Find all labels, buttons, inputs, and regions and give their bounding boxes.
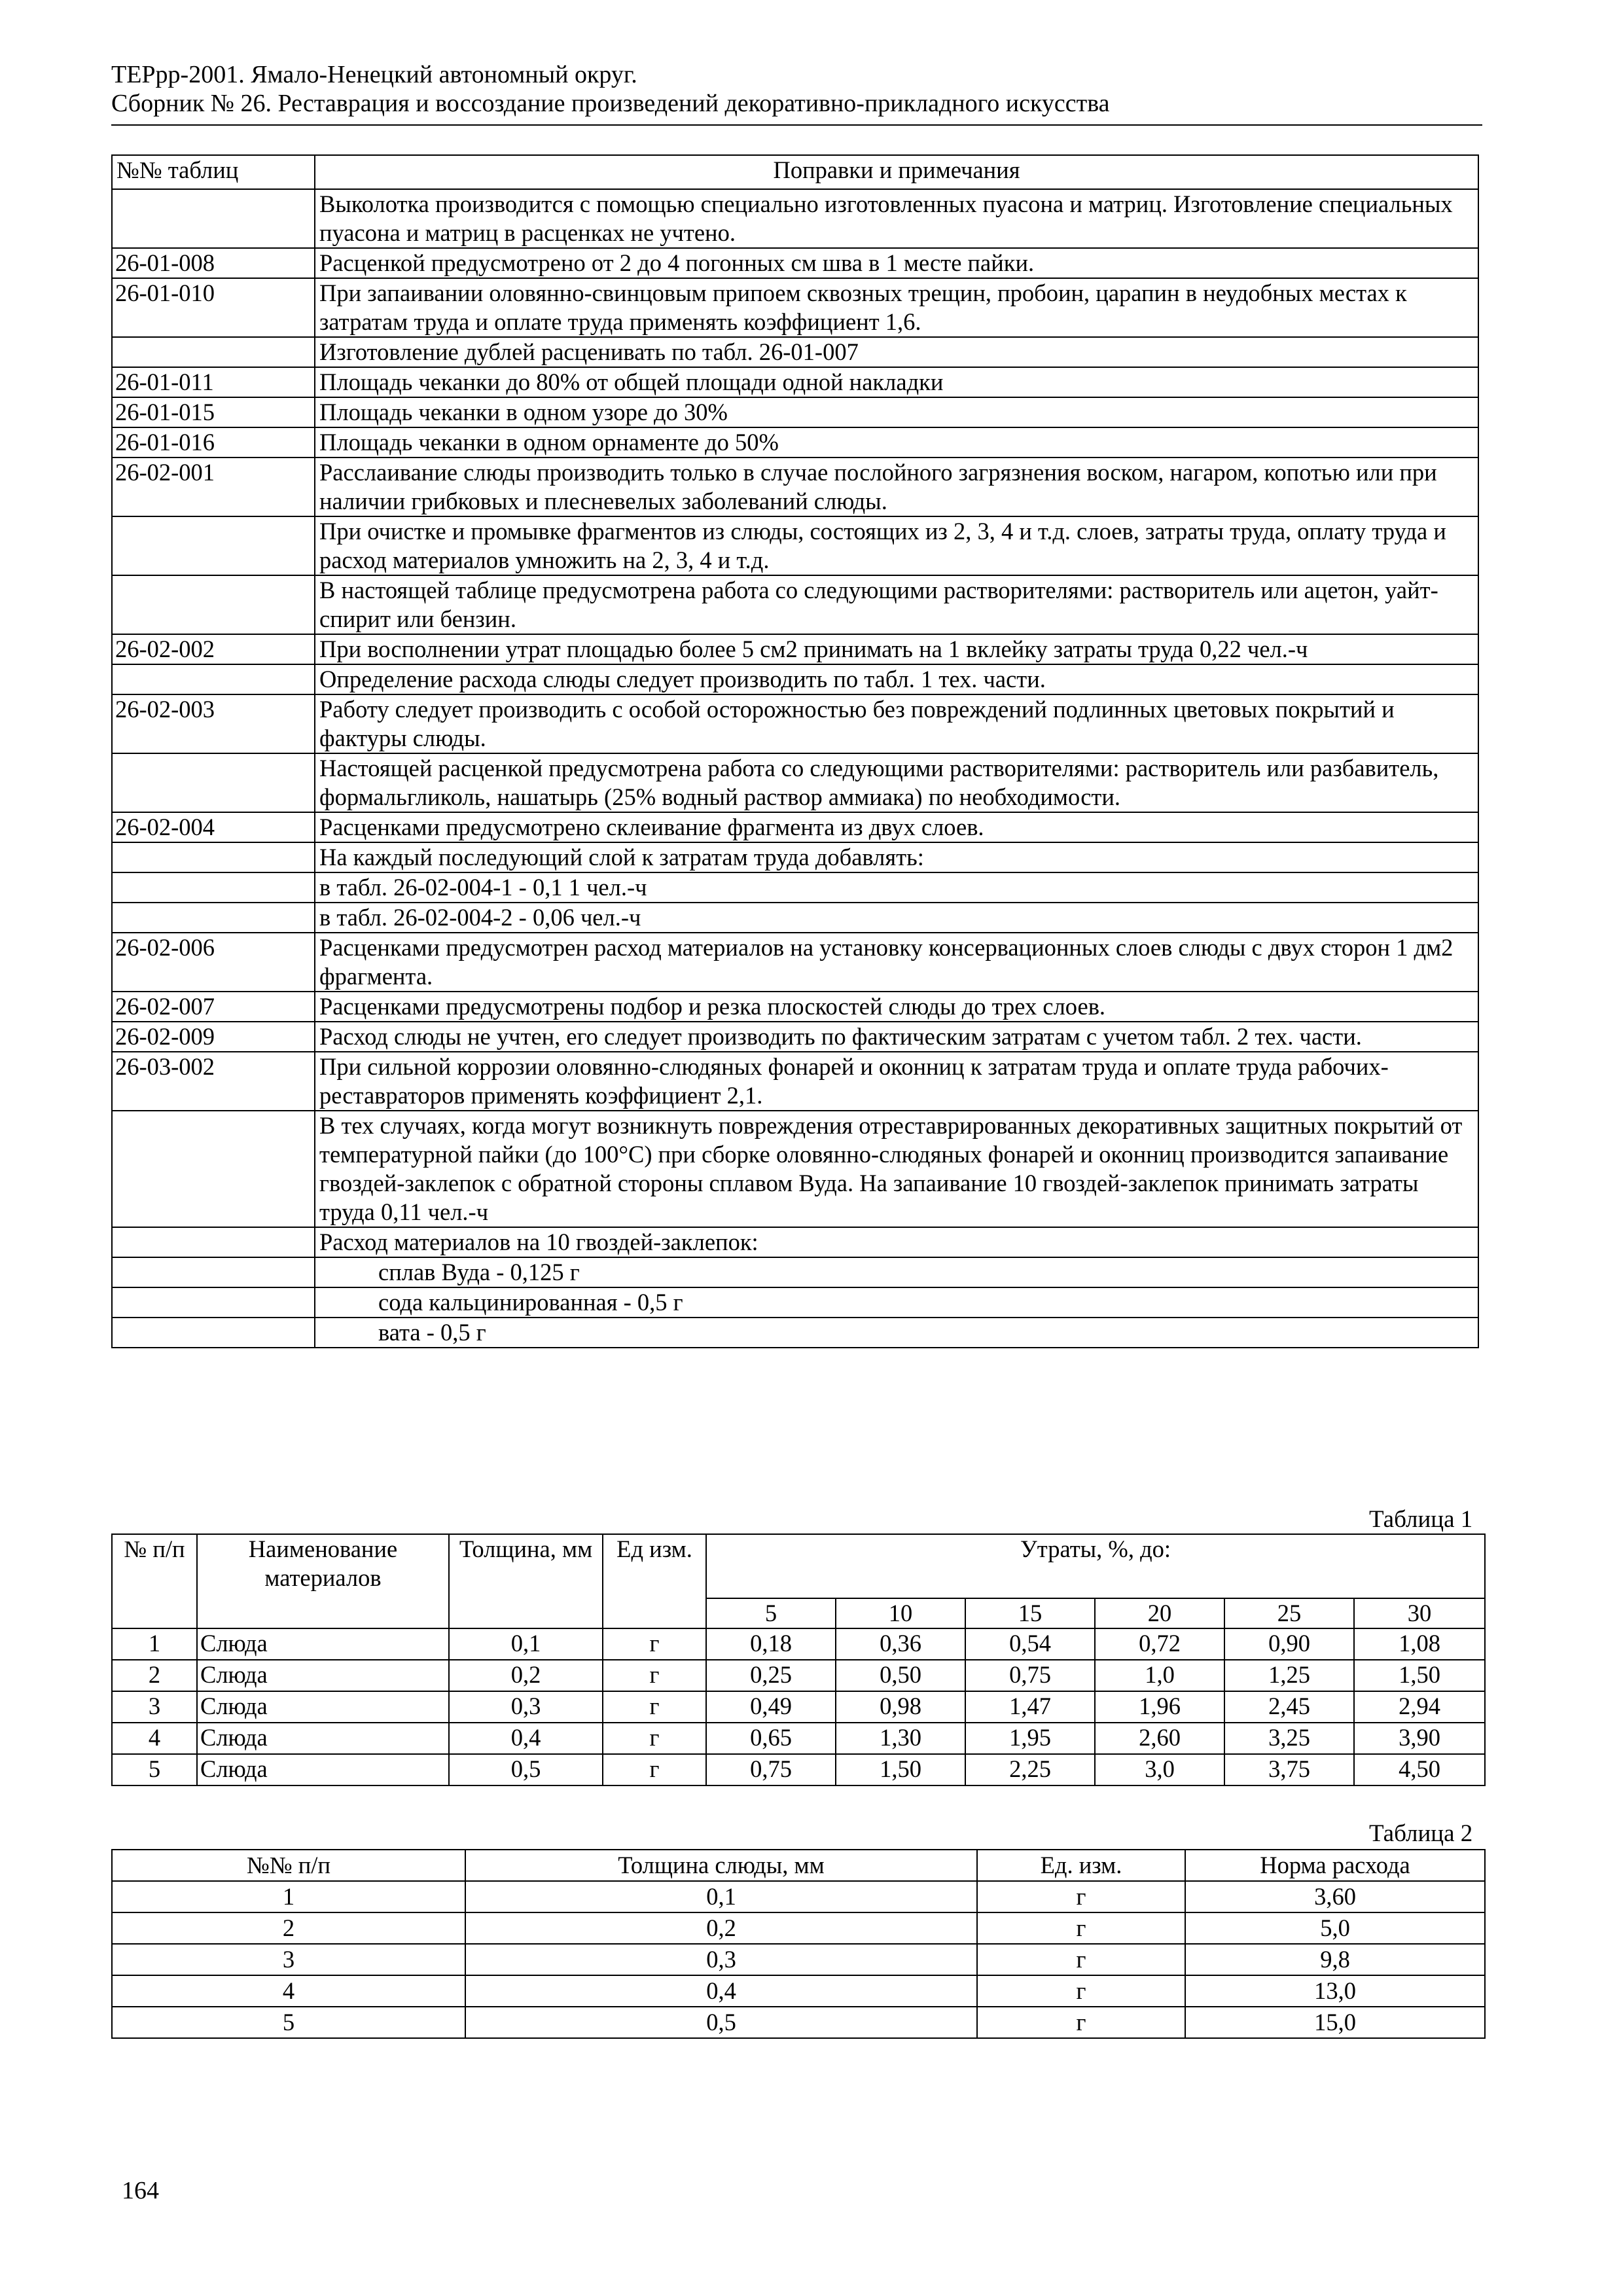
header-subtitle: Сборник № 26. Реставрация и воссоздание произведений декоративно-прикладного искусства [111,90,1110,117]
table2-num: 3 [112,1944,465,1975]
notes-table-text: В настоящей таблице предусмотрена работа со следующими растворителями: растворитель или ацетон, уайт-спирит или бензин. [315,575,1478,634]
notes-table-code [112,872,315,903]
table1-value: 1,96 [1095,1691,1224,1723]
notes-row [112,903,1478,933]
table1-value: 1,50 [1354,1660,1485,1691]
table2-norm: 3,60 [1185,1881,1485,1912]
notes-table-text: сплав Вуда - 0,125 г [315,1257,1478,1287]
notes-table-text: При восполнении утрат площадью более 5 см2 принимать на 1 вклейку затраты труда 0,22 чел.-ч [315,634,1478,664]
table2-unit: г [977,1975,1185,2007]
notes-table-text: в табл. 26-02-004-1 - 0,1 1 чел.-ч [315,872,1478,903]
table1-col-losses: Утраты, %, до: [706,1534,1485,1598]
table1-num: 3 [112,1691,197,1723]
notes-row [112,457,1478,516]
notes-row [112,1227,1478,1257]
notes-row [112,842,1478,872]
notes-row [112,337,1478,367]
notes-header-row [112,155,1478,189]
table1-value: 0,72 [1095,1628,1224,1660]
notes-table-text: Изготовление дублей расценивать по табл. 26-01-007 [315,337,1478,367]
notes-table-code: 26-02-007 [112,992,315,1022]
notes-row [112,1257,1478,1287]
notes-table-text: Расценками предусмотрено склеивание фрагмента из двух слоев. [315,812,1478,842]
table2-body [112,1881,1485,2038]
notes-table-code [112,903,315,933]
notes-row [112,634,1478,664]
table2-thickness: 0,3 [465,1944,977,1975]
norms-table [111,1849,1486,2039]
notes-table-code: 26-01-016 [112,427,315,457]
table2-num: 1 [112,1881,465,1912]
table1-value: 0,36 [836,1628,965,1660]
table2-norm: 5,0 [1185,1912,1485,1944]
header-divider [111,124,1482,126]
notes-row [112,694,1478,753]
notes-row [112,516,1478,575]
table1-value: 2,45 [1224,1691,1354,1723]
notes-table-code: 26-01-015 [112,397,315,427]
table1-value: 2,60 [1095,1723,1224,1754]
notes-table-code: 26-02-009 [112,1022,315,1052]
losses-table [111,1534,1486,1786]
table2-thickness: 0,4 [465,1975,977,2007]
notes-row [112,1111,1478,1227]
table1-loss-level: 15 [965,1598,1095,1628]
table1-unit: г [603,1691,706,1723]
table1-name: Слюда [197,1754,449,1785]
notes-table-text: Выколотка производится с помощью специально изготовленных пуасона и матриц. Изготовление специальных пуасона и матриц в расценках не учтено. [315,189,1478,248]
notes-table-text: Настоящей расценкой предусмотрена работа со следующими растворителями: растворитель или разбавитель, формальгликоль, нашатырь (25% водный раствор аммиака) по необходимости. [315,753,1478,812]
table2-col-unit: Ед. изм. [977,1850,1185,1881]
table1-loss-level: 5 [706,1598,836,1628]
table1-value: 3,0 [1095,1754,1224,1785]
table1-value: 0,65 [706,1723,836,1754]
notes-table-text: Расслаивание слюды производить только в случае послойного загрязнения воском, нагаром, копотью или при наличии грибковых и плесневелых заболеваний слюды. [315,457,1478,516]
notes-row [112,427,1478,457]
notes-body [112,189,1478,1348]
table1-value: 0,25 [706,1660,836,1691]
notes-row [112,933,1478,992]
table1-num: 5 [112,1754,197,1785]
notes-row [112,753,1478,812]
table1-row [112,1628,1485,1660]
notes-row [112,1052,1478,1111]
table1-row [112,1723,1485,1754]
page-header [111,60,1482,118]
notes-table-text: В тех случаях, когда могут возникнуть повреждения отреставрированных декоративных защитных покрытий от температурной пайки (до 100°С) при сборке оловянно-слюдяных фонарей и оконниц производится запаивание гвоздей-заклепок с обратной стороны сплавом Вуда. На запаивание 10 гвоздей-заклепок принимать затраты труда 0,11 чел.-ч [315,1111,1478,1227]
notes-table-code [112,842,315,872]
table2-thickness: 0,1 [465,1881,977,1912]
notes-row [112,992,1478,1022]
notes-table-code [112,1257,315,1287]
notes-row [112,278,1478,337]
table1-unit: г [603,1628,706,1660]
notes-table-text: Работу следует производить с особой осторожностью без повреждений подлинных цветовых покрытий и фактуры слюды. [315,694,1478,753]
table1-value: 1,30 [836,1723,965,1754]
table2-row [112,1881,1485,1912]
notes-table-text: При очистке и промывке фрагментов из слюды, состоящих из 2, 3, 4 и т.д. слоев, затраты труда, оплату труда и расход материалов умножить на 2, 3, 4 и т.д. [315,516,1478,575]
table2-num: 4 [112,1975,465,2007]
table1-unit: г [603,1660,706,1691]
table1-value: 0,50 [836,1660,965,1691]
notes-table-text: в табл. 26-02-004-2 - 0,06 чел.-ч [315,903,1478,933]
notes-table-code [112,1227,315,1257]
notes-table-text: Расход материалов на 10 гвоздей-заклепок: [315,1227,1478,1257]
notes-table-text: Расценками предусмотрен расход материалов на установку консервационных слоев слюды с двух сторон 1 дм2 фрагмента. [315,933,1478,992]
table1-name: Слюда [197,1723,449,1754]
notes-table-code: 26-01-010 [112,278,315,337]
table1-name: Слюда [197,1660,449,1691]
table1-value: 2,94 [1354,1691,1485,1723]
table1-num: 4 [112,1723,197,1754]
notes-row [112,1318,1478,1348]
notes-table-text: сода кальцинированная - 0,5 г [315,1287,1478,1318]
notes-table-code [112,516,315,575]
table1-loss-level: 20 [1095,1598,1224,1628]
notes-table-text: Площадь чеканки до 80% от общей площади одной накладки [315,367,1478,397]
notes-table-code [112,575,315,634]
table2-thickness: 0,5 [465,2007,977,2038]
notes-table-text: Расценками предусмотрены подбор и резка плоскостей слюды до трех слоев. [315,992,1478,1022]
table1-col-num: № п/п [112,1534,197,1628]
table1-value: 1,95 [965,1723,1095,1754]
table1-thickness: 0,3 [449,1691,603,1723]
table1-thickness: 0,2 [449,1660,603,1691]
notes-row [112,664,1478,694]
notes-table-text: При сильной коррозии оловянно-слюдяных фонарей и оконниц к затратам труда и оплате труда рабочих-реставраторов применять коэффициент 2,1. [315,1052,1478,1111]
table1-value: 3,75 [1224,1754,1354,1785]
notes-table-code: 26-02-001 [112,457,315,516]
notes-table-code: 26-02-003 [112,694,315,753]
table2-unit: г [977,1944,1185,1975]
table2-row [112,1975,1485,2007]
notes-row [112,1022,1478,1052]
header-title: ТЕРрр-2001. Ямало-Ненецкий автономный округ. [111,61,637,88]
notes-table-text: Расход слюды не учтен, его следует производить по фактическим затратам с учетом табл. 2 тех. части. [315,1022,1478,1052]
table1-value: 3,90 [1354,1723,1485,1754]
table1-row [112,1660,1485,1691]
table2-col-norm: Норма расхода [1185,1850,1485,1881]
notes-col-text: Поправки и примечания [315,155,1478,189]
notes-table-code [112,189,315,248]
table1-value: 0,90 [1224,1628,1354,1660]
notes-table-code: 26-03-002 [112,1052,315,1111]
table1-name: Слюда [197,1628,449,1660]
table1-loss-level: 25 [1224,1598,1354,1628]
table1-value: 2,25 [965,1754,1095,1785]
notes-row [112,812,1478,842]
table1-row [112,1691,1485,1723]
notes-table-code: 26-02-006 [112,933,315,992]
table1-loss-level: 30 [1354,1598,1485,1628]
table1-thickness: 0,4 [449,1723,603,1754]
notes-table-text: Площадь чеканки в одном орнаменте до 50% [315,427,1478,457]
notes-table-code: 26-02-002 [112,634,315,664]
page-number: 164 [122,2177,159,2204]
table1-value: 0,98 [836,1691,965,1723]
table1-value: 1,08 [1354,1628,1485,1660]
notes-table [111,154,1479,1348]
table2-row [112,1912,1485,1944]
table2-norm: 13,0 [1185,1975,1485,2007]
table1-col-unit: Ед изм. [603,1534,706,1628]
table2-unit: г [977,1912,1185,1944]
table2-header-row [112,1850,1485,1881]
table1-unit: г [603,1723,706,1754]
table1-value: 1,50 [836,1754,965,1785]
table1-unit: г [603,1754,706,1785]
table2-thickness: 0,2 [465,1912,977,1944]
notes-row [112,189,1478,248]
notes-table-text: вата - 0,5 г [315,1318,1478,1348]
table2-norm: 15,0 [1185,2007,1485,2038]
table1-col-name: Наименование материалов [197,1534,449,1628]
table1-name: Слюда [197,1691,449,1723]
table2-num: 5 [112,2007,465,2038]
table1-header-row [112,1534,1485,1598]
table1-value: 0,75 [706,1754,836,1785]
notes-table-code [112,337,315,367]
table1-body [112,1628,1485,1785]
notes-col-code: №№ таблиц [112,155,315,189]
notes-table-code: 26-02-004 [112,812,315,842]
table1-value: 1,47 [965,1691,1095,1723]
notes-table-code [112,1287,315,1318]
table1-thickness: 0,5 [449,1754,603,1785]
table1-value: 1,25 [1224,1660,1354,1691]
notes-table-code [112,1318,315,1348]
table1-value: 3,25 [1224,1723,1354,1754]
notes-table-code [112,664,315,694]
table2-norm: 9,8 [1185,1944,1485,1975]
table1-value: 0,54 [965,1628,1095,1660]
table1-row [112,1754,1485,1785]
table2-caption: Таблица 2 [1369,1820,1473,1847]
notes-table-text: Определение расхода слюды следует производить по табл. 1 тех. части. [315,664,1478,694]
table2-row [112,1944,1485,1975]
notes-table-text: На каждый последующий слой к затратам труда добавлять: [315,842,1478,872]
notes-row [112,1287,1478,1318]
table1-value: 0,49 [706,1691,836,1723]
notes-table-text: При запаивании оловянно-свинцовым припоем сквозных трещин, пробоин, царапин в неудобных местах к затратам труда и оплате труда применять коэффициент 1,6. [315,278,1478,337]
notes-table-text: Площадь чеканки в одном узоре до 30% [315,397,1478,427]
table2-row [112,2007,1485,2038]
notes-table-code: 26-01-008 [112,248,315,278]
notes-row [112,367,1478,397]
table1-caption: Таблица 1 [1369,1506,1473,1533]
table2-col-num: №№ п/п [112,1850,465,1881]
table1-num: 2 [112,1660,197,1691]
table2-unit: г [977,2007,1185,2038]
notes-table-code: 26-01-011 [112,367,315,397]
notes-row [112,248,1478,278]
table1-value: 4,50 [1354,1754,1485,1785]
table2-unit: г [977,1881,1185,1912]
table1-num: 1 [112,1628,197,1660]
notes-table-text: Расценкой предусмотрено от 2 до 4 погонных см шва в 1 месте пайки. [315,248,1478,278]
table1-value: 0,18 [706,1628,836,1660]
notes-table-code [112,1111,315,1227]
table1-loss-level: 10 [836,1598,965,1628]
table2-num: 2 [112,1912,465,1944]
notes-row [112,872,1478,903]
table2-col-thickness: Толщина слюды, мм [465,1850,977,1881]
notes-row [112,397,1478,427]
table1-col-thickness: Толщина, мм [449,1534,603,1628]
notes-table-code [112,753,315,812]
notes-row [112,575,1478,634]
table1-value: 1,0 [1095,1660,1224,1691]
table1-value: 0,75 [965,1660,1095,1691]
table1-thickness: 0,1 [449,1628,603,1660]
